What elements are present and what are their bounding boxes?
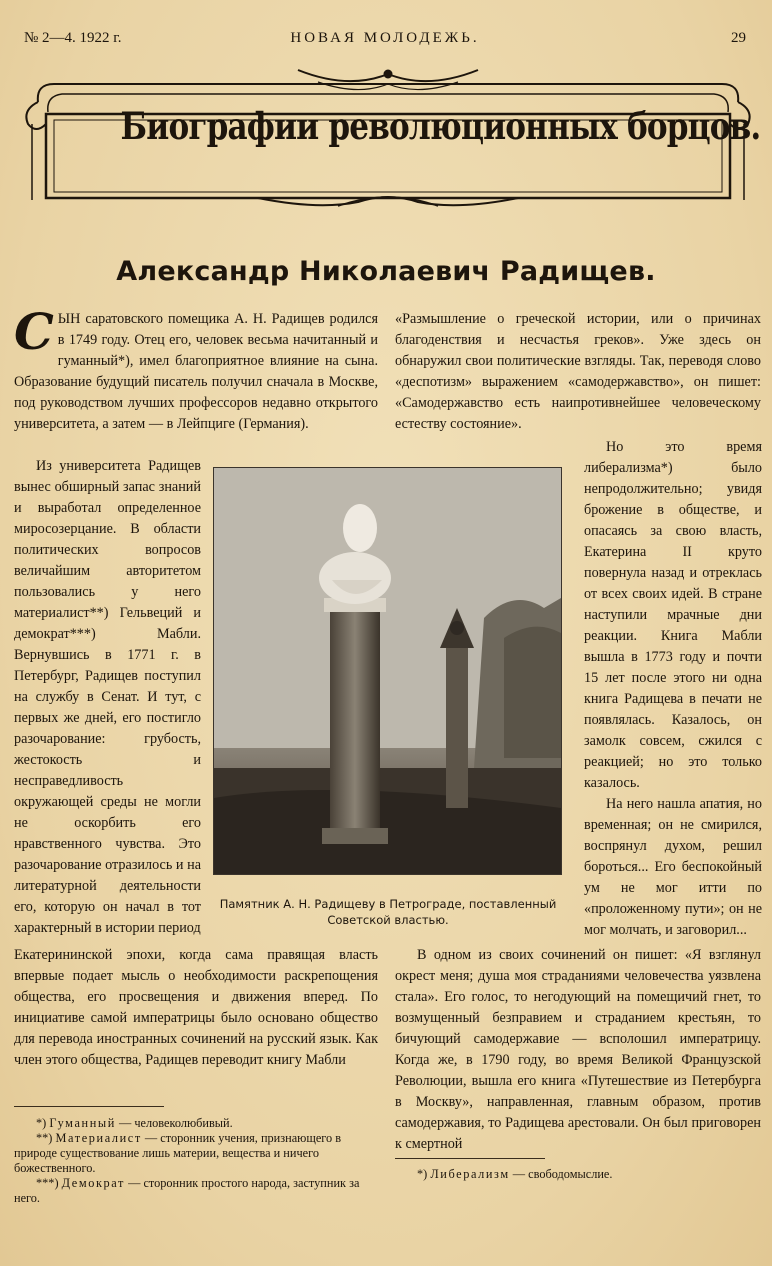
footnotes-left [14,1116,378,1206]
right-column-intro [395,309,761,435]
paragraph-university: Из университета Радищев вынес обширный запас знаний и выработал определенное миросозерцание. В области политических вопросов величайшим авторитетом пользовались у него материалист**) Гельвеций и демократ***) Мабли. Вернувшись в 1771 г. в Петербург, Радищев поступил на службу в Сенат. И тут, с первых же дней, его постигло разочарование: грубость, жестокость и несправедливость окружающей среды не могли не оскорбить его нравственного чувства. Это разочарование отразилось и на литературной деятельности его, которую он начал в тот характерный в истории период [14,458,201,936]
section-title: Биографии революционных борцов. [120,104,761,148]
footnote-2: **) Материалист — сторонник учения, признающего в природе существование лишь материи, вещества и ничего божественного. [14,1131,342,1175]
intro-text: ЫН саратовского помещика А. Н. Радищев родился в 1749 году. Отец его, человек весьма начитанный и гуманный*), имел благоприятное влияние на сына. Образование будущий писатель получил сначала в Москве, под руководством лучших профессоров недавно открытого университета, а затем — в Лейпциге (Германия). [14,311,378,432]
monument-photograph [213,467,562,875]
footnote-rule-right [395,1158,545,1159]
page-number: 29 [731,30,746,46]
left-column-bottom [14,945,378,1071]
publication-name: НОВАЯ МОЛОДЕЖЬ. [290,30,480,46]
running-header [24,30,746,50]
footnote-3: ***) Демократ — сторонник простого народа, заступник за него. [14,1176,360,1205]
footnote-liberalism: *) Либерализм — свободомыслие. [417,1167,613,1181]
paragraph-society: Екатерининской эпохи, когда сама правящая власть впервые подает мысль о необходимости раскрепощения общества, его просвещения и движения вперед. По инициативе самой императрицы было основано общество для перевода иностранных сочинений на русский язык. Как член этого общества, Радищев переводит книгу Мабли [14,947,378,1068]
paragraph-liberalism: Но это время либерализма*) было непродолжительно; увидя брожение в обществе, и опасаясь за свою власть, Екатерина II круто повернула назад и отреклась от всех своих идей. В стране наступили мрачные дни реакции. Книга Мабли вышла в 1773 году и почти 15 лет после этого ни одна книга Радищева в печати не появлялась. Казалось, он замолк совсем, сжился с реакцией; но это только казалось. [584,439,762,791]
footnote-rule-left [14,1106,164,1107]
photo-caption: Памятник А. Н. Радищеву в Петрограде, поставленный Советской властью. [219,897,557,927]
article-title: Александр Николаевич Радищев. [116,256,656,287]
drop-cap: С [14,302,54,361]
left-narrow-column [14,456,201,939]
left-column-intro [14,302,378,435]
footnote-1: *) Гуманный — человеколюбивый. [36,1116,233,1130]
issue-number: № 2—4. 1922 г. [24,30,122,46]
right-column-bottom [395,945,761,1155]
monument-image [214,468,561,874]
paragraph-apathy: На него нашла апатия, но временная; он не смирился, воспрянул духом, решил бороться... Его беспокойный ум не мог итти по «проложенному пути»; он не мог молчать, и заговорил... [584,796,762,938]
paragraph-mably-translation: «Размышление о греческой истории, или о причинах благоденствия и несчастья греков». Уже здесь он обнаружил свои политические взгляды. Так, переводя слово «деспотизм» выражением «самодержавство», он пишет: «Самодержавство есть наипротивнейшее человеческому естеству состояние». [395,311,761,432]
right-narrow-column [584,437,762,941]
paragraph-journey: В одном из своих сочинений он пишет: «Я взглянул окрест меня; душа моя страданиями человечества уязвлена стала». Его голос, то негодующий на помещичий гнет, то возмущенный безправием и страданием крестьян, то бичующий самодержавие — вcполошил императрицу. Когда же, в 1790 году, во время Великой Французской Революции, вышла его книга «Путешествие из Петербурга в Москву», направленная, главным образом, против самодержавия, то Радищева арестовали. Он был приговорен к смертной [395,947,761,1152]
footnote-right [395,1167,761,1182]
